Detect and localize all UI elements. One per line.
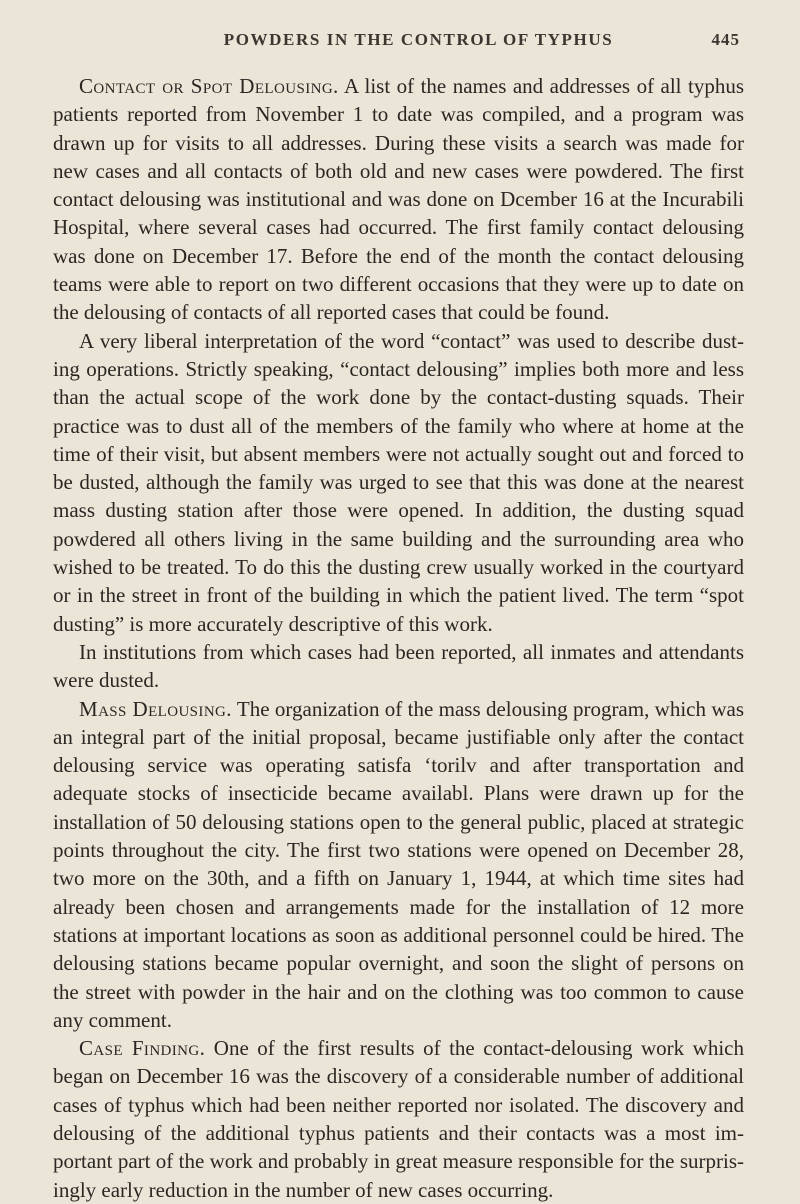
page-number: 445 [711, 30, 740, 49]
paragraph-contact-delousing [53, 72, 744, 327]
section-heading: Case Finding. [79, 1036, 206, 1061]
paragraph-mass-delousing [53, 695, 744, 1035]
paragraph-text: The organization of the mass delousing program, which was an integral part of the initial proposal, became justifiable only after the contact delousing service was operating satisfa ‘torilv and after transportation and adequate stocks of insecticide became availabl. Plans were drawn up for the installation of 50 delousing stations open to the general public, placed at strategic points throughout the city. The first two stations were opened on December 28, two more on the 30th, and a fifth on January 1, 1944, at which time sites had already been chosen and arrangements made for the installation of 12 more stations at important locations as soon as additional personnel could be hired. The delousing stations became popular overnight, and soon the slight of persons on the street with powder in the hair and on the clothing was too common to cause any comment. [53, 696, 744, 1032]
section-heading: Mass Delousing. [79, 696, 232, 721]
paragraph-contact-interpretation [53, 327, 744, 638]
paragraph-text: One of the first results of the contact-delousing work which began on December 16 was the discovery of a considerable number of additional cases of typhus which had been neither reported nor isolated. The discovery and delousing of the additional typhus patients and their contacts was a most im-portant part of the work and probably in great measure responsible for the surpris-ingly early reduction in the number of new cases occurring. [53, 1036, 744, 1202]
section-heading: Contact or Spot Delousing. [79, 74, 339, 98]
paragraph-case-finding [53, 1034, 744, 1204]
running-head-title: POWDERS IN THE CONTROL OF TYPHUS [223, 30, 614, 49]
paragraph-text: A list of the names and addresses of all typhus patients reported from November 1 to date was compiled, and a program was drawn up for visits to all addresses. During these visits a search was made for new cases and all contacts of both old and new cases were powdered. The first contact delousing was institutional and was done on Dcember 16 at the Incurabili Hospital, where several cases had occurred. The first family contact delousing was done on December 17. Before the end of the month the contact delousing teams were able to report on two different occasions that they were up to date on the delousing of contacts of all reported cases that could be found. [53, 74, 744, 325]
paragraph-text: In institutions from which cases had been reported, all inmates and attendants were dusted. [53, 639, 744, 693]
running-head [53, 30, 744, 58]
paragraph-institutions [53, 638, 744, 695]
paragraph-text: A very liberal interpretation of the word “contact” was used to describe dust-ing operations. Strictly speaking, “contact delousing” implies both more and less than the actual scope of the work done by the contact-dusting squads. Their practice was to dust all of the members of the family who where at home at the time of their visit, but absent members were not actually sought out and forced to be dusted, although the family was urged to see that this was done at the nearest mass dusting station after those were opened. In addition, the dusting squad powdered all others living in the same building and the surrounding area who wished to be treated. To do this the dusting crew usually worked in the courtyard or in the street in front of the building in which the patient lived. The term “spot dusting” is more accurately descriptive of this work. [53, 328, 744, 636]
body-text [53, 72, 744, 1204]
